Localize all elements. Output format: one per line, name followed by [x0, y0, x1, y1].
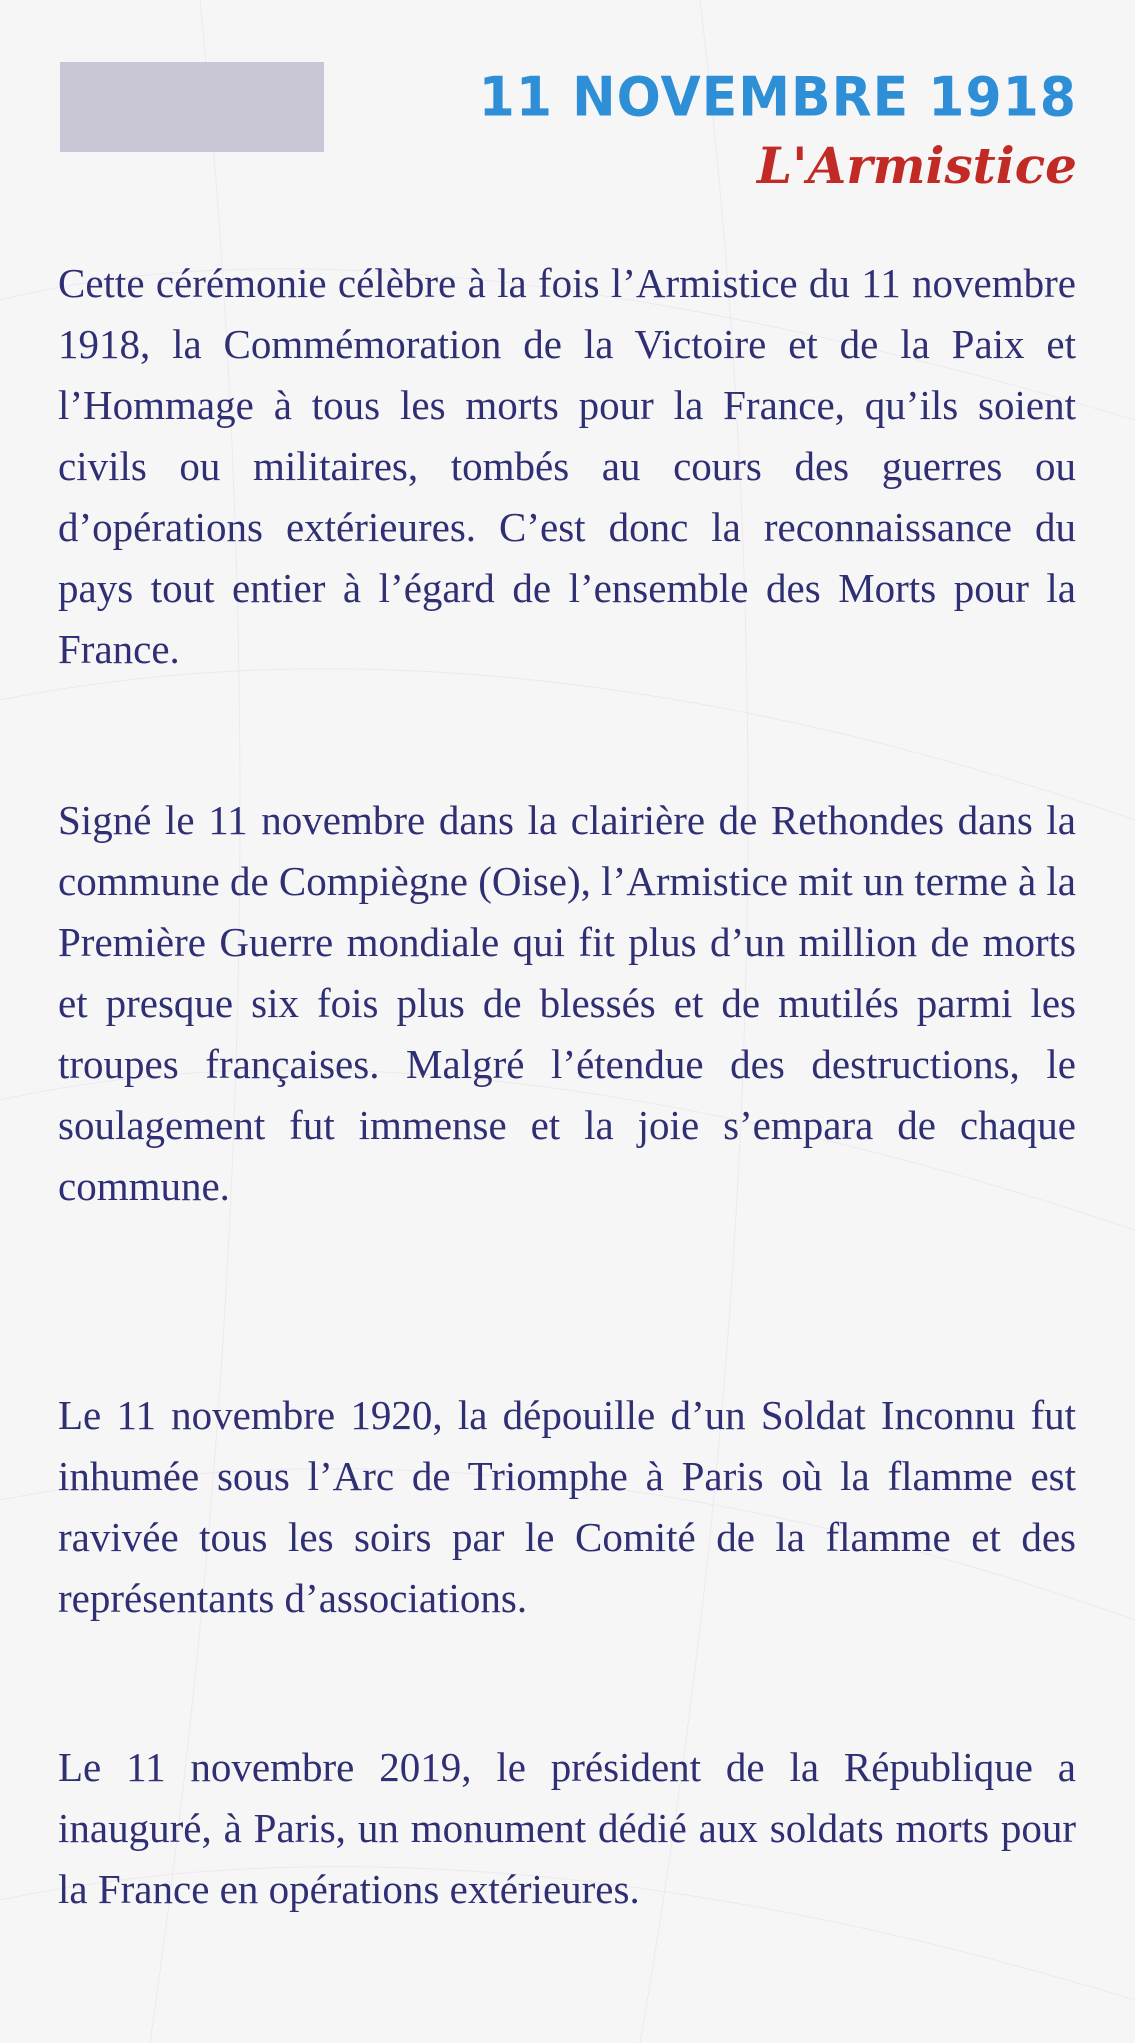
page-title: 11 NOVEMBRE 1918 — [478, 66, 1077, 129]
paragraph-monument-2019: Le 11 novembre 2019, le président de la République a inauguré, à Paris, un monument dédié aux soldats morts pour la France en opérations extérieures. — [58, 1744, 1076, 1912]
paragraph-ceremony: Cette cérémonie célèbre à la fois l’Armistice du 11 novembre 1918, la Commémoration de la Victoire et de la Paix et l’Hommage à tous les morts pour la France, qu’ils soient civils ou militaires, tombés au cours des guerres ou d’opérations extérieures. C’est donc la reconnaissance du pays tout entier à l’égard de l’ensemble des Morts pour la France. — [58, 260, 1076, 672]
gray-placeholder-box — [60, 62, 324, 152]
paragraph-unknown-soldier: Le 11 novembre 1920, la dépouille d’un Soldat Inconnu fut inhumée sous l’Arc de Triomphe à Paris où la flamme est ravivée tous les soirs par le Comité de la flamme et des représentants d’associations. — [58, 1392, 1076, 1621]
page-subtitle: L'Armistice — [757, 136, 1077, 195]
paragraph-armistice-signing: Signé le 11 novembre dans la clairière de Rethondes dans la commune de Compiègne (Oise), l’Armistice mit un terme à la Première Guerre mondiale qui fit plus d’un million de morts et presque six fois plus de blessés et de mutilés parmi les troupes françaises. Malgré l’étendue des destructions, le soulagement fut immense et la joie s’empara de chaque commune. — [58, 797, 1076, 1209]
